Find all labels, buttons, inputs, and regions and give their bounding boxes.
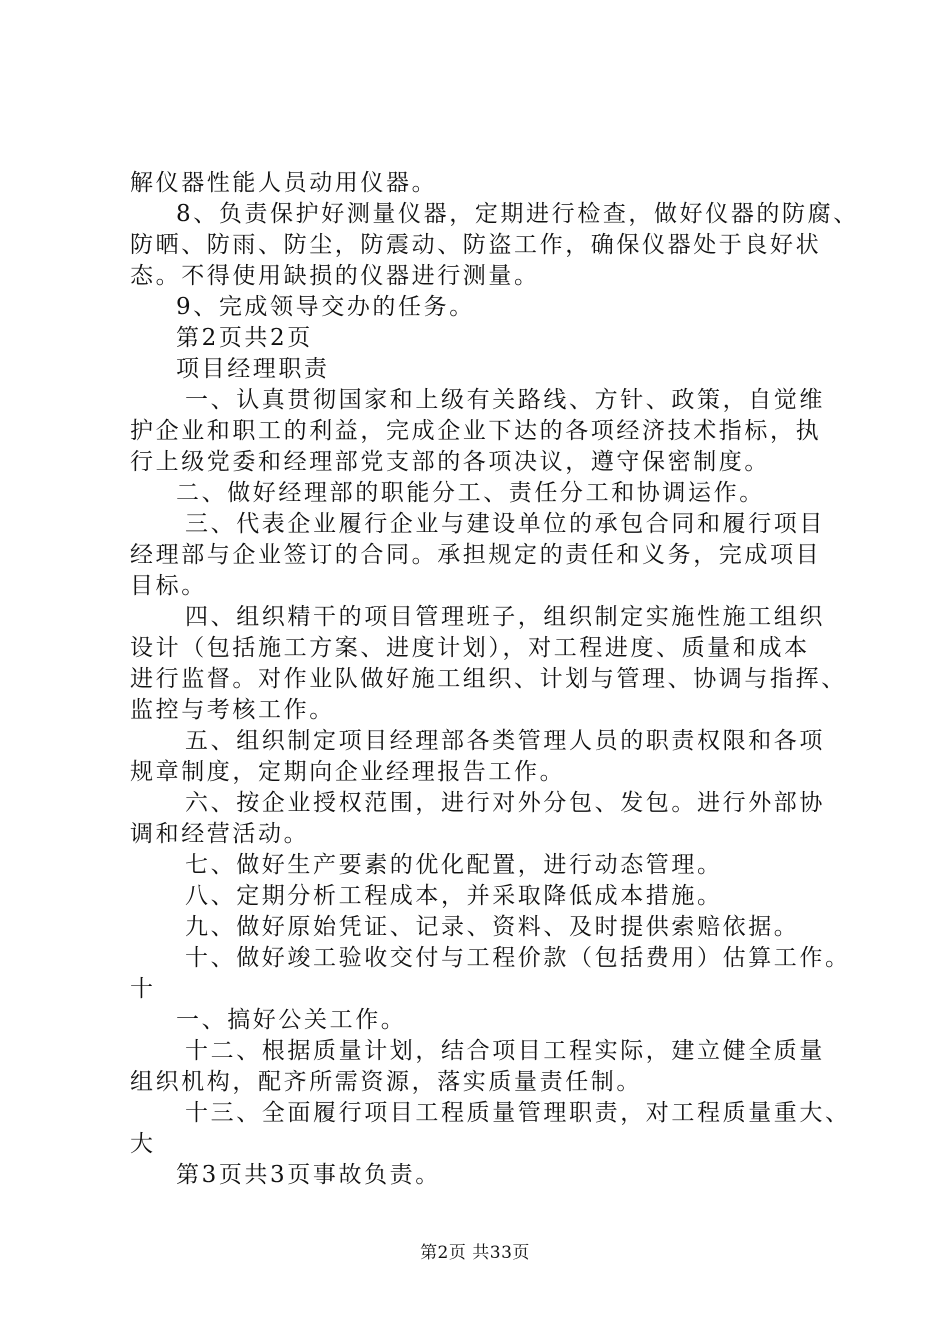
- text-line: 组织机构，配齐所需资源，落实质量责任制。: [130, 1069, 642, 1095]
- text-line: 五、组织制定项目经理部各类管理人员的职责权限和各项: [185, 728, 825, 754]
- text-line: 监控与考核工作。: [130, 697, 335, 723]
- text-line: 调和经营活动。: [130, 821, 310, 847]
- text-line: 解仪器性能人员动用仪器。: [130, 170, 438, 196]
- text-line: 九、做好原始凭证、记录、资料、及时提供索赔依据。: [185, 914, 800, 940]
- text-line: 设计（包括施工方案、进度计划），对工程进度、质量和成本: [130, 635, 810, 661]
- text-line: 十: [130, 976, 156, 1002]
- page-footer: 第2页 共33页: [420, 1243, 530, 1263]
- text-line: 六、按企业授权范围，进行对外分包、发包。进行外部协: [185, 790, 825, 816]
- page-marker: 第3页共3页事故负责。: [176, 1162, 441, 1188]
- text-line: 三、代表企业履行企业与建设单位的承包合同和履行项目: [185, 511, 825, 537]
- text-line: 防晒、防雨、防尘，防震动、防盗工作，确保仪器处于良好状: [130, 232, 822, 258]
- text-line: 十、做好竣工验收交付与工程价款（包括费用）估算工作。: [185, 945, 851, 971]
- text-line: 一、认真贯彻国家和上级有关路线、方针、政策，自觉维: [185, 387, 825, 413]
- text-line: 进行监督。对作业队做好施工组织、计划与管理、协调与指挥、: [130, 666, 847, 692]
- text-line: 十二、根据质量计划，结合项目工程实际，建立健全质量: [185, 1038, 825, 1064]
- text-line: 9、完成领导交办的任务。: [176, 294, 475, 320]
- text-line: 规章制度，定期向企业经理报告工作。: [130, 759, 566, 785]
- section-title: 项目经理职责: [176, 356, 330, 382]
- text-line: 四、组织精干的项目管理班子，组织制定实施性施工组织: [185, 604, 825, 630]
- text-line: 护企业和职工的利益，完成企业下达的各项经济技术指标，执: [130, 418, 822, 444]
- text-line: 二、做好经理部的职能分工、责任分工和协调运作。: [176, 480, 765, 506]
- page-marker: 第2页共2页: [176, 325, 313, 351]
- text-line: 十三、全面履行项目工程质量管理职责，对工程质量重大、: [185, 1100, 851, 1126]
- text-line: 大: [130, 1131, 156, 1157]
- document-body: [130, 168, 859, 1191]
- text-line: 目标。: [130, 573, 207, 599]
- text-line: 八、定期分析工程成本，并采取降低成本措施。: [185, 883, 723, 909]
- text-line: 七、做好生产要素的优化配置，进行动态管理。: [185, 852, 723, 878]
- text-line: 经理部与企业签订的合同。承担规定的责任和义务，完成项目: [130, 542, 822, 568]
- text-line: 8、负责保护好测量仪器，定期进行检查，做好仪器的防腐、: [176, 201, 859, 227]
- text-line: 行上级党委和经理部党支部的各项决议，遵守保密制度。: [130, 449, 770, 475]
- text-line: 态。不得使用缺损的仪器进行测量。: [130, 263, 540, 289]
- text-line: 一、搞好公关工作。: [176, 1007, 407, 1033]
